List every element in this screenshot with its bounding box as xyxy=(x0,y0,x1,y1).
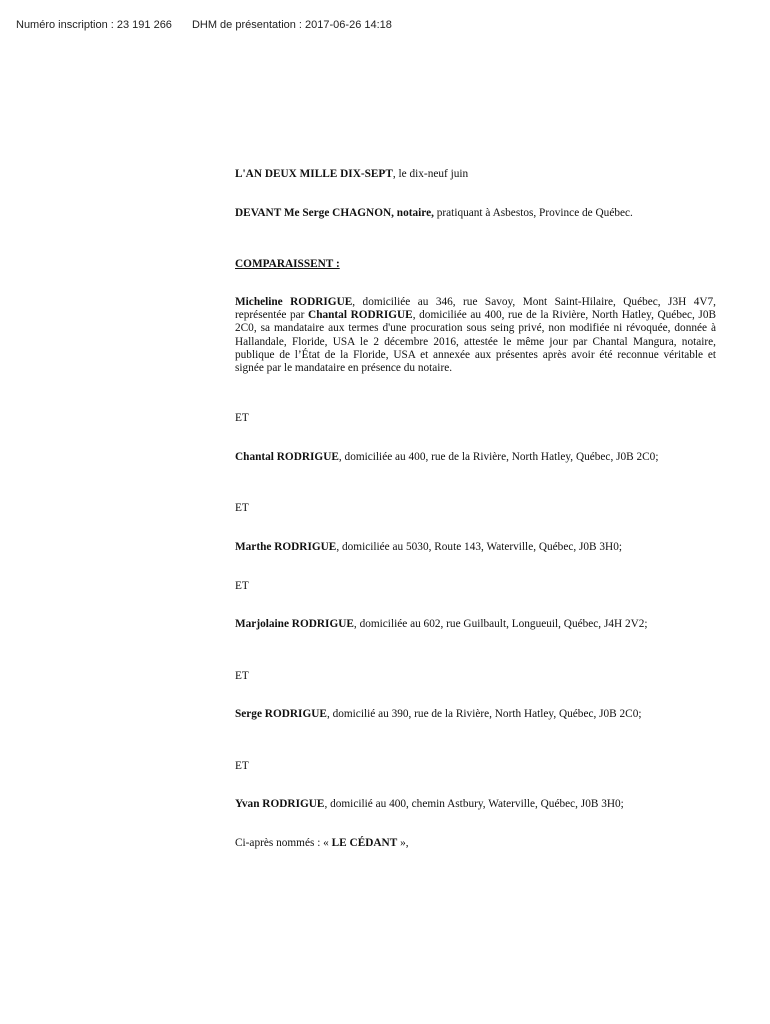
party-serge: Serge RODRIGUE, domicilié au 390, rue de la Rivière, North Hatley, Québec, J0B 2C0; xyxy=(235,708,642,720)
et-separator: ET xyxy=(235,412,249,424)
et-separator: ET xyxy=(235,502,249,514)
party-chantal: Chantal RODRIGUE, domiciliée au 400, rue de la Rivière, North Hatley, Québec, J0B 2C0; xyxy=(235,451,659,463)
inscription-number: Numéro inscription : 23 191 266 xyxy=(16,19,172,31)
party-marjolaine: Marjolaine RODRIGUE, domiciliée au 602, rue Guilbault, Longueuil, Québec, J4H 2V2; xyxy=(235,618,648,630)
cedant-designation: Ci-après nommés : « LE CÉDANT », xyxy=(235,837,409,849)
notary-paragraph: DEVANT Me Serge CHAGNON, notaire, pratiquant à Asbestos, Province de Québec. xyxy=(235,207,633,219)
deed-date: L'AN DEUX MILLE DIX-SEPT, le dix-neuf juin xyxy=(235,168,469,180)
et-separator: ET xyxy=(235,760,249,772)
party-micheline: Micheline RODRIGUE, domiciliée au 346, rue Savoy, Mont Saint-Hilaire, Québec, J3H 4V7, représentée par Chantal RODRIGUE, domiciliée au 400, rue de la Rivière, North Hatley, Québec, J0B 2C0, sa mandataire aux termes d'une procuration sous seing privé, non modifiée ni révoquée, donnée à Hallandale, Floride, USA le 2 décembre 2016, attestée le même jour par Chantal Mangura, notaire, publique de l’État de la Floride, USA et annexée aux présentes après avoir été reconnue véritable et signée par le mandataire en présence du notaire. xyxy=(235,296,717,375)
presentation-datetime: DHM de présentation : 2017-06-26 14:18 xyxy=(191,19,392,31)
party-yvan: Yvan RODRIGUE, domicilié au 400, chemin Astbury, Waterville, Québec, J0B 3H0; xyxy=(235,798,624,810)
et-separator: ET xyxy=(235,580,249,592)
page-header xyxy=(16,19,392,31)
comparaissent-heading: COMPARAISSENT : xyxy=(235,258,340,270)
party-marthe: Marthe RODRIGUE, domiciliée au 5030, Route 143, Waterville, Québec, J0B 3H0; xyxy=(235,541,622,553)
et-separator: ET xyxy=(235,670,249,682)
